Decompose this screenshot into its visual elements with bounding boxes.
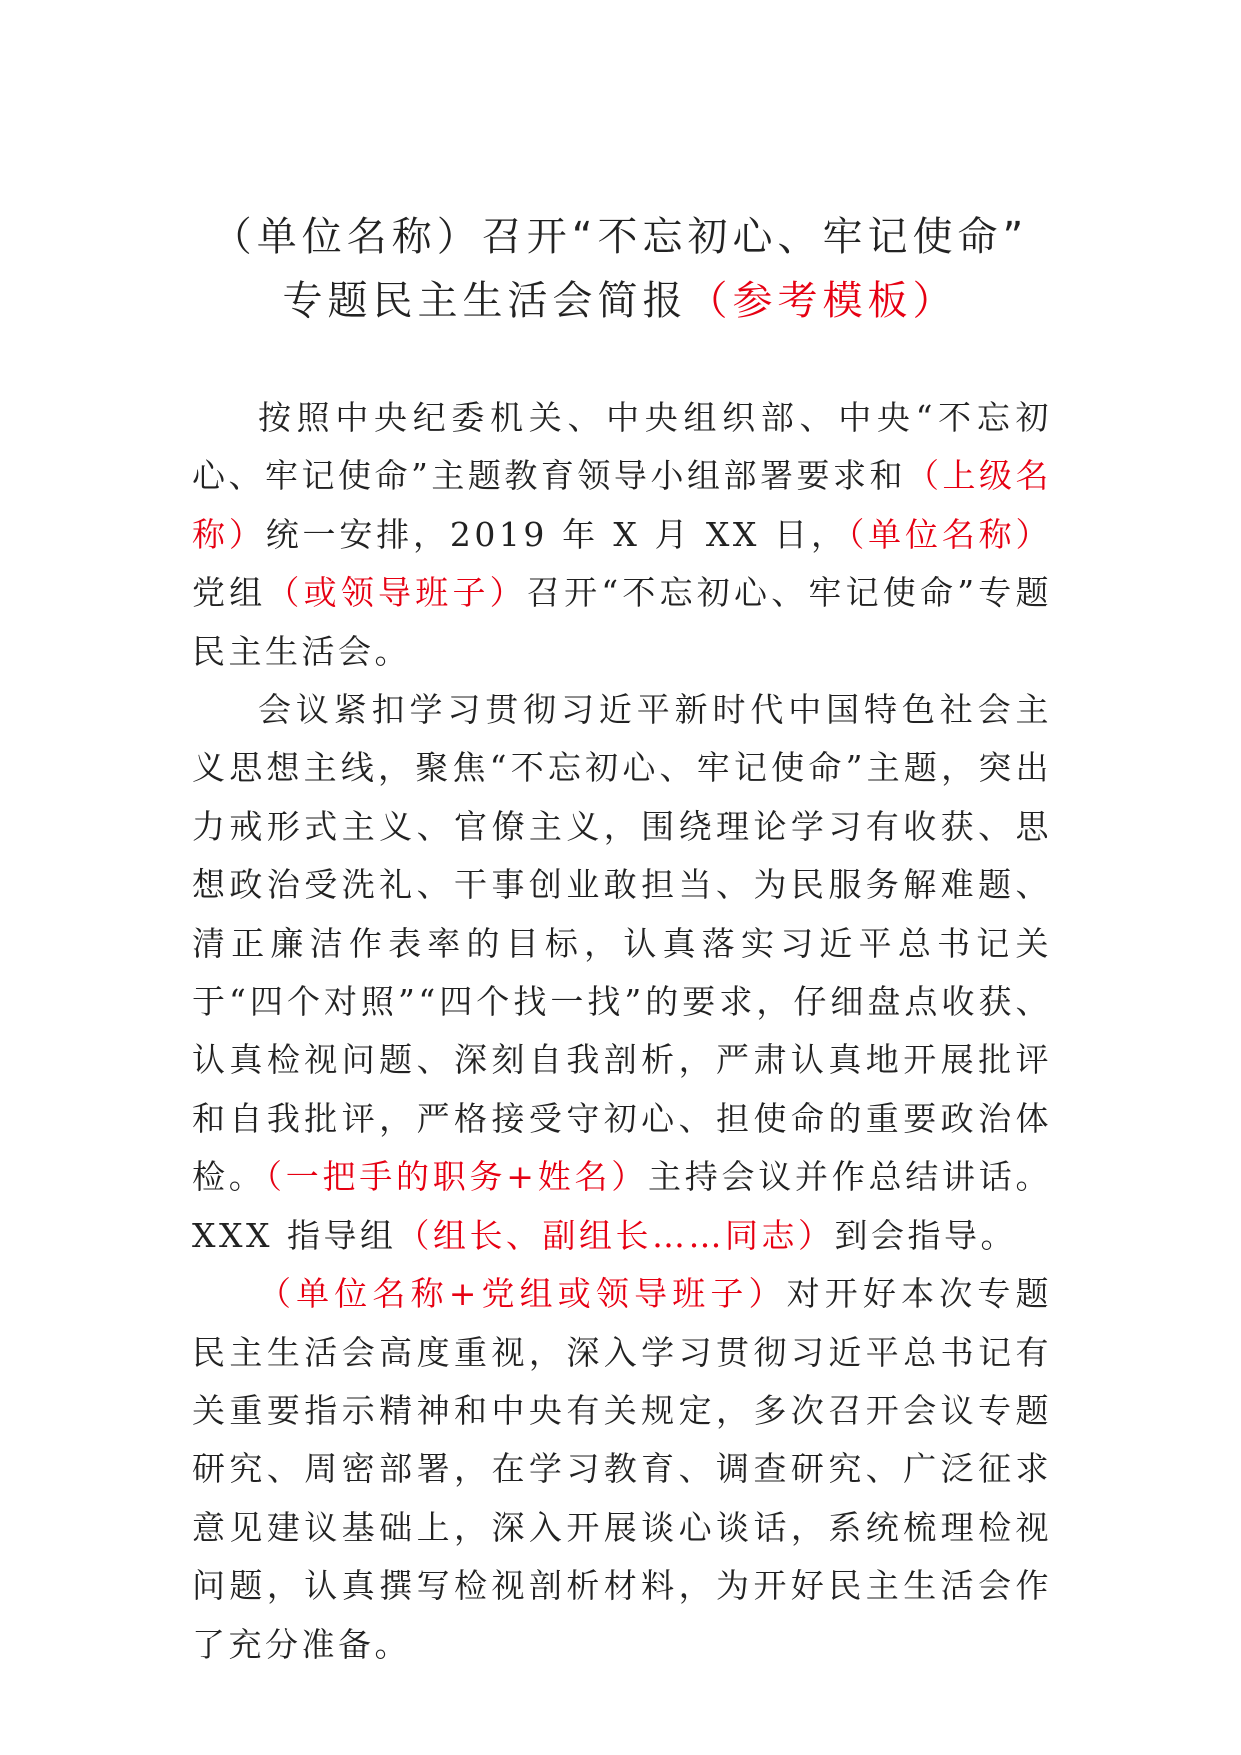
document-title — [150, 205, 1090, 333]
title-line-2 — [150, 269, 1090, 333]
document-body — [192, 389, 1052, 1674]
placeholder-segment: （一把手的职务+姓名） — [265, 1157, 648, 1197]
text-segment: 对开好本次专题民主生活会高度重视，深入学习贯彻习近平总书记有关重要指示精神和中央有关规定，多次召开会议专题研究、周密部署，在学习教育、调查研究、广泛征求意见建议基础上，深入开展谈心谈话，系统梳理检视问题，认真撰写检视剖析材料，为开好民主生活会作了充分准备。 — [192, 1274, 1053, 1664]
paragraph-1 — [192, 389, 1052, 681]
placeholder-segment: （单位名称+党组或领导班子） — [258, 1274, 787, 1314]
paragraph-3 — [192, 1265, 1052, 1674]
placeholder-segment: （或领导班子） — [266, 573, 527, 613]
text-segment: 会议紧扣学习贯彻习近平新时代中国特色社会主义思想主线，聚焦“不忘初心、牢记使命”主题，突出力戒形式主义、官僚主义，围绕理论学习有收获、思想政治受洗礼、干事创业敢担当、为民服务解难题、清正廉洁作表率的目标，认真落实习近平总书记关于“四个对照”“四个找一找”的要求，仔细盘点收获、认真检视问题、深刻自我剖析，严肃认真地开展批评和自我批评，严格接受守初心、担使命的重要政治体检。 — [192, 690, 1052, 1197]
text-segment: 按照中央纪委机关、中央组织部、中央“不忘初心、牢记使命”主题教育领导小组部署要求和 — [192, 398, 1052, 496]
placeholder-segment: （上级名称） — [192, 456, 1053, 554]
text-segment: 统一安排，2019 年 X 月 XX 日， — [265, 514, 848, 554]
text-segment: 到会指导。 — [834, 1215, 1017, 1255]
text-segment: 召开“不忘初心、牢记使命”专题民主生活会。 — [192, 573, 1053, 671]
title-line-2-main: 专题民主生活会简报 — [282, 278, 688, 324]
title-line-1: （单位名称）召开“不忘初心、牢记使命” — [211, 214, 1029, 260]
paragraph-2 — [192, 681, 1052, 1265]
placeholder-segment: （单位名称） — [847, 514, 1053, 554]
placeholder-segment: （组长、副组长……同志） — [396, 1215, 835, 1255]
text-segment: 主持会议并作总结讲话。XXX 指导组 — [192, 1157, 1053, 1255]
title-template-note: （参考模板） — [687, 278, 958, 324]
text-segment: 党组 — [192, 573, 267, 613]
